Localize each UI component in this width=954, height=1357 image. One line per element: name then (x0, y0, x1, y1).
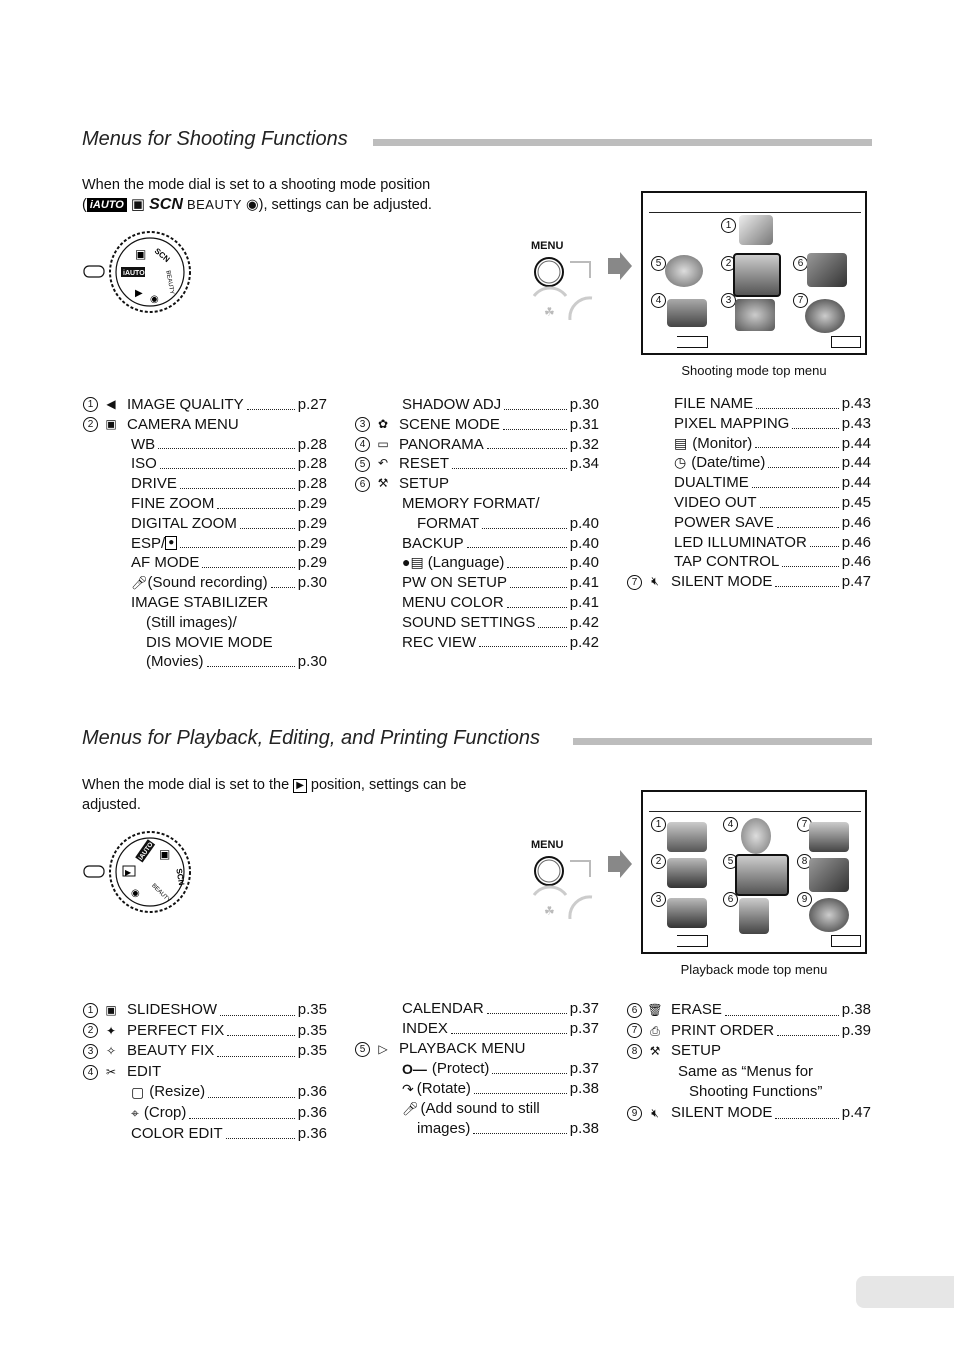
setup-note: Same as “Menus for (678, 1062, 814, 1080)
sub-item (674, 552, 871, 572)
item-label: images) (417, 1120, 471, 1137)
item-label: IMAGE STABILIZER (131, 593, 269, 611)
panorama-icon (667, 299, 707, 327)
svg-text:iAUTO: iAUTO (123, 270, 145, 277)
svg-text:◉: ◉ (150, 294, 159, 305)
item-number: 7 (627, 575, 642, 590)
item-number: 6 (627, 1003, 642, 1018)
sub-item (402, 1099, 599, 1119)
intro-line: When the mode dial is set to a shooting mode position (82, 177, 431, 193)
page-ref: p.40 (569, 554, 599, 572)
page-ref: p.46 (841, 513, 871, 531)
item-number: 3 (355, 417, 370, 432)
intro-text: When the mode dial is set to the (82, 777, 290, 793)
page-ref: p.29 (297, 554, 327, 572)
sub-item (402, 1079, 599, 1099)
playback-mode-icon: ▶ (293, 779, 307, 793)
list-item (83, 1021, 327, 1042)
list-item (627, 1041, 871, 1062)
slideshow-icon: ▣ (105, 1003, 117, 1017)
svg-text:☘: ☘ (544, 305, 555, 319)
resize-icon: ▢ (131, 1084, 145, 1101)
monitor-icon: ▤ (674, 434, 688, 451)
page-ref: p.37 (569, 1000, 599, 1017)
page-ref: p.46 (841, 553, 871, 571)
rotate-icon: ↷ (402, 1081, 414, 1097)
sub-item (131, 613, 327, 633)
item-label: COLOR EDIT (131, 1124, 223, 1142)
svg-text:SCN: SCN (174, 867, 187, 887)
page-ref: p.44 (841, 454, 871, 472)
svg-text:◉: ◉ (131, 888, 140, 899)
item-label: (Protect) (431, 1060, 490, 1077)
item-label: ESP/ (131, 534, 166, 552)
intro-text: position, settings can be (310, 777, 467, 793)
item-label: DIS MOVIE MODE (146, 633, 273, 651)
page-ref: p.37 (569, 1020, 599, 1037)
sub-item (402, 514, 599, 534)
item-label: MENU COLOR (402, 593, 504, 611)
sub-item (131, 494, 327, 514)
playback-intro (82, 775, 532, 815)
sub-item (131, 1124, 327, 1145)
item-label: SETUP (399, 475, 450, 493)
sub-item (674, 473, 871, 493)
item-label: FILE NAME (674, 395, 754, 412)
shooting-intro (82, 175, 522, 215)
sub-item (674, 493, 871, 513)
sub-item (131, 474, 327, 494)
page-ref: p.35 (297, 1001, 327, 1018)
page-ref: p.44 (841, 434, 871, 452)
item-label: IMAGE QUALITY (127, 396, 244, 413)
intro-line (82, 775, 532, 795)
menu-button[interactable] (530, 853, 596, 919)
screen-num: 4 (651, 293, 666, 308)
page-ref: p.36 (297, 1103, 327, 1121)
clock-icon: ◷ (674, 454, 687, 471)
item-label: PERFECT FIX (127, 1021, 225, 1039)
item-label: MEMORY FORMAT/ (402, 494, 540, 512)
screen-num: 7 (797, 817, 812, 832)
page-ref: p.42 (569, 613, 599, 631)
item-number: 6 (355, 477, 370, 492)
item-label: EDIT (127, 1062, 162, 1080)
perfect-fix-icon: ✦ (105, 1023, 117, 1038)
sub-item (131, 514, 327, 534)
arrow-right-icon (608, 252, 632, 285)
page-ref: p.42 (569, 633, 599, 651)
item-label: (Still images)/ (146, 613, 237, 631)
sub-item (131, 593, 327, 613)
page-ref: p.30 (297, 653, 327, 671)
item-label: SILENT MODE (671, 573, 773, 591)
edit-icon (741, 818, 771, 854)
shooting-column-3 (627, 394, 871, 592)
page-ref: p.43 (841, 395, 871, 412)
microphone-icon: 🎤︎ (402, 1101, 419, 1116)
page-ref: p.35 (297, 1021, 327, 1039)
item-label: BACKUP (402, 534, 464, 552)
svg-text:SCN: SCN (152, 246, 172, 265)
item-label: BEAUTY FIX (127, 1042, 215, 1060)
item-label: SCENE MODE (399, 415, 500, 433)
screen-num: 5 (651, 256, 666, 271)
list-item (83, 1062, 327, 1083)
section-title-shooting: Menus for Shooting Functions (82, 128, 348, 150)
page-ref: p.28 (297, 455, 327, 473)
page-ref: p.36 (297, 1083, 327, 1101)
item-label: CAMERA MENU (127, 415, 239, 433)
item-number: 7 (627, 1023, 642, 1038)
page-ref: p.28 (297, 435, 327, 453)
camera-menu-icon: ▣ (105, 416, 117, 431)
page-ref: p.28 (297, 475, 327, 493)
section-divider (573, 738, 872, 745)
sub-item (674, 414, 871, 434)
language-icon: ●▤ (402, 554, 424, 571)
item-label: RESET (399, 455, 450, 473)
reset-icon (665, 255, 703, 287)
sub-item (402, 613, 599, 633)
sub-item (402, 633, 599, 653)
spot-metering-icon: ● (165, 536, 177, 550)
shooting-column-2 (355, 395, 599, 652)
list-item (355, 415, 599, 435)
item-label: (Date/time) (691, 454, 766, 472)
item-label: (Language) (427, 554, 505, 572)
beauty-fix-icon (667, 898, 707, 928)
page-ref: p.30 (569, 396, 599, 413)
item-label: CALENDAR (402, 1000, 484, 1017)
screen-num: 2 (721, 256, 736, 271)
sub-item (402, 1059, 599, 1079)
list-item (627, 1000, 871, 1021)
page-ref: p.27 (297, 396, 327, 413)
page-ref: p.34 (569, 455, 599, 473)
item-label: PW ON SETUP (402, 574, 508, 592)
playback-menu-icon (735, 854, 789, 896)
back-icon (677, 336, 708, 348)
item-number: 1 (83, 397, 98, 412)
screen-num: 1 (651, 817, 666, 832)
item-label: SETUP (671, 1042, 722, 1060)
crop-icon: ⌖ (131, 1104, 139, 1121)
sub-item (131, 454, 327, 474)
page-ref: p.38 (841, 1001, 871, 1018)
item-number: 4 (355, 437, 370, 452)
silent-mode-icon (809, 898, 849, 932)
item-label: PIXEL MAPPING (674, 414, 790, 432)
intro-modes-line (82, 195, 522, 215)
screen-num: 3 (651, 892, 666, 907)
item-label: SILENT MODE (671, 1103, 773, 1121)
screen-num: 5 (723, 854, 738, 869)
item-label: ERASE (671, 1001, 722, 1018)
item-label: VIDEO OUT (674, 493, 757, 511)
silent-mode-icon (805, 299, 845, 333)
page-ref: p.43 (841, 414, 871, 432)
scene-mode-icon (735, 299, 775, 331)
item-label: WB (131, 435, 156, 453)
item-number: 5 (355, 457, 370, 472)
list-item (83, 1041, 327, 1062)
item-number: 1 (83, 1003, 98, 1018)
erase-icon (739, 898, 769, 934)
scissors-icon: ✂ (105, 1064, 117, 1079)
item-label: FORMAT (417, 514, 480, 532)
sub-item (131, 534, 327, 554)
item-label: INDEX (402, 1020, 448, 1037)
page-ref: p.38 (569, 1120, 599, 1137)
item-label: SLIDESHOW (127, 1001, 218, 1018)
item-label: (Rotate) (416, 1080, 471, 1097)
key-icon: O— (402, 1061, 427, 1077)
page-ref: p.38 (569, 1080, 599, 1097)
page-ref: p.29 (297, 494, 327, 512)
playback-caption: Playback mode top menu (680, 962, 828, 977)
item-label: LED ILLUMINATOR (674, 533, 807, 551)
playback-top-menu-screen (641, 790, 867, 954)
camera-mode-icon: ▣ (130, 196, 146, 213)
camera-menu-icon (733, 253, 781, 297)
sub-item (131, 1103, 327, 1124)
image-quality-icon: ◀ (106, 397, 116, 411)
setup-icon (809, 858, 849, 892)
iauto-mode-icon: iAUTO (87, 198, 127, 212)
playback-column-1 (83, 1000, 327, 1144)
sub-item (402, 494, 599, 514)
screen-num: 1 (721, 218, 736, 233)
item-number: 4 (83, 1065, 98, 1080)
item-label: PRINT ORDER (671, 1021, 775, 1039)
item-number: 2 (83, 1023, 98, 1038)
sub-item (674, 394, 871, 414)
sub-item (402, 534, 599, 554)
item-label: AF MODE (131, 554, 200, 572)
sub-item (131, 652, 327, 672)
item-label: DIGITAL ZOOM (131, 514, 237, 532)
mode-dial-shooting (83, 230, 193, 314)
page-ref: p.44 (841, 474, 871, 492)
trash-icon: 🗑︎ (647, 1003, 663, 1017)
sub-item (131, 573, 327, 593)
screen-num: 2 (651, 854, 666, 869)
section-title-playback: Menus for Playback, Editing, and Printing Functions (82, 727, 541, 749)
page-ref: p.46 (841, 533, 871, 551)
item-label: SOUND SETTINGS (402, 613, 536, 631)
svg-text:▣: ▣ (135, 247, 147, 261)
page-ref: p.31 (569, 415, 599, 433)
svg-text:▶: ▶ (125, 868, 132, 877)
list-item (355, 474, 599, 494)
item-number: 5 (355, 1042, 370, 1057)
item-label: (Add sound to still (420, 1100, 540, 1117)
screen-num: 7 (793, 293, 808, 308)
item-label: (Movies) (146, 653, 204, 671)
item-label: (Sound recording) (147, 574, 268, 592)
list-item (627, 1021, 871, 1042)
reset-icon: ↶ (377, 456, 389, 471)
screen-num: 6 (793, 256, 808, 271)
scene-mode-icon: ✿ (377, 416, 389, 431)
list-item (83, 415, 327, 435)
sub-item (674, 453, 871, 473)
item-label: SHADOW ADJ (402, 396, 502, 413)
sub-item (674, 533, 871, 553)
screen-num: 9 (797, 892, 812, 907)
item-number: 8 (627, 1044, 642, 1059)
playback-menu-icon: ▷ (378, 1042, 388, 1056)
page-ref: p.47 (841, 1103, 871, 1121)
sub-item (131, 553, 327, 573)
beauty-mode-icon: BEAUTY (186, 197, 242, 212)
item-label: PLAYBACK MENU (399, 1040, 526, 1057)
item-label: (Monitor) (692, 434, 753, 452)
screen-num: 8 (797, 854, 812, 869)
item-number: 2 (83, 417, 98, 432)
item-number: 3 (83, 1044, 98, 1059)
setup-icon: ⚒ (649, 1044, 661, 1059)
svg-text:iAUTO: iAUTO (137, 841, 155, 862)
section-divider (373, 139, 872, 146)
page-ref: p.30 (297, 574, 327, 592)
silent-mode-icon: 🔇︎ (651, 1105, 659, 1120)
sub-item (131, 1082, 327, 1103)
microphone-icon: 🎤︎ (131, 575, 148, 591)
page-ref: p.40 (569, 534, 599, 552)
menu-button-label: MENU (531, 240, 564, 252)
page-ref: p.29 (297, 514, 327, 532)
menu-button-label: MENU (531, 839, 564, 851)
item-label: TAP CONTROL (674, 553, 780, 571)
image-quality-icon (739, 215, 773, 245)
page-tab (856, 1276, 954, 1308)
svg-text:▶: ▶ (135, 288, 143, 299)
screen-num: 3 (721, 293, 736, 308)
back-icon (677, 935, 708, 947)
setup-icon (807, 253, 847, 287)
svg-text:BEAUTY: BEAUTY (150, 882, 172, 905)
sub-item (402, 593, 599, 613)
menu-button[interactable] (530, 254, 596, 320)
sub-item (674, 513, 871, 533)
page-ref: p.32 (569, 435, 599, 453)
print-order-icon (809, 822, 849, 852)
sub-item (131, 633, 327, 653)
page-ref: p.36 (297, 1124, 327, 1142)
page-ref: p.41 (569, 593, 599, 611)
slideshow-icon (667, 822, 707, 852)
setup-icon: ⚒ (377, 476, 389, 491)
screen-num: 6 (723, 892, 738, 907)
beauty-fix-icon: ✧ (105, 1044, 117, 1059)
item-label: FINE ZOOM (131, 494, 215, 512)
list-item (627, 572, 871, 592)
intro-line: adjusted. (82, 797, 141, 813)
svg-text:☘: ☘ (544, 904, 555, 918)
item-label: (Crop) (143, 1103, 187, 1121)
screen-num: 4 (723, 817, 738, 832)
ok-icon (831, 935, 861, 947)
item-label: (Resize) (149, 1083, 206, 1101)
perfect-fix-icon (667, 858, 707, 888)
item-number: 9 (627, 1106, 642, 1121)
intro-end: ), settings can be adjusted. (258, 197, 432, 213)
list-item (83, 395, 327, 415)
page-ref: p.40 (569, 514, 599, 532)
movie-mode-icon: ◉ (245, 197, 259, 213)
item-label: POWER SAVE (674, 513, 774, 531)
setup-note: Shooting Functions” (689, 1083, 823, 1101)
shooting-column-1 (83, 395, 327, 672)
playback-column-3 (627, 1000, 871, 1124)
item-label: PANORAMA (399, 435, 484, 453)
list-item (355, 435, 599, 455)
panorama-icon: ▭ (377, 436, 389, 451)
page-ref: p.29 (297, 534, 327, 552)
list-item (355, 1039, 599, 1059)
sub-item (131, 435, 327, 455)
page-ref: p.35 (297, 1042, 327, 1060)
silent-mode-icon: 🔇︎ (651, 574, 659, 589)
item-label: DUALTIME (674, 474, 749, 492)
svg-text:▣: ▣ (159, 847, 171, 861)
shooting-top-menu-screen (641, 191, 867, 355)
page-ref: p.41 (569, 574, 599, 592)
svg-text:BEAUTY: BEAUTY (164, 270, 175, 295)
list-item (83, 1000, 327, 1021)
mode-dial-playback (83, 830, 193, 914)
item-label: REC VIEW (402, 633, 477, 651)
item-label: DRIVE (131, 475, 177, 493)
ok-icon (831, 336, 861, 348)
sub-item (355, 395, 599, 415)
sub-item (355, 999, 599, 1019)
printer-icon: ⎙ (650, 1023, 660, 1038)
page-ref: p.47 (841, 573, 871, 591)
sub-item (355, 1019, 599, 1039)
shooting-caption: Shooting mode top menu (681, 363, 827, 378)
paren: ( (82, 197, 87, 213)
page-ref: p.45 (841, 493, 871, 511)
playback-column-2 (355, 999, 599, 1139)
list-item (355, 454, 599, 474)
page-ref: p.39 (841, 1021, 871, 1039)
page-ref: p.37 (569, 1060, 599, 1077)
sub-item (402, 573, 599, 593)
item-label: ISO (131, 455, 157, 473)
scn-mode-icon: SCN (149, 196, 183, 213)
arrow-right-icon (608, 850, 632, 883)
list-item (627, 1103, 871, 1124)
sub-item (402, 553, 599, 573)
sub-item (674, 434, 871, 454)
sub-item (402, 1119, 599, 1139)
